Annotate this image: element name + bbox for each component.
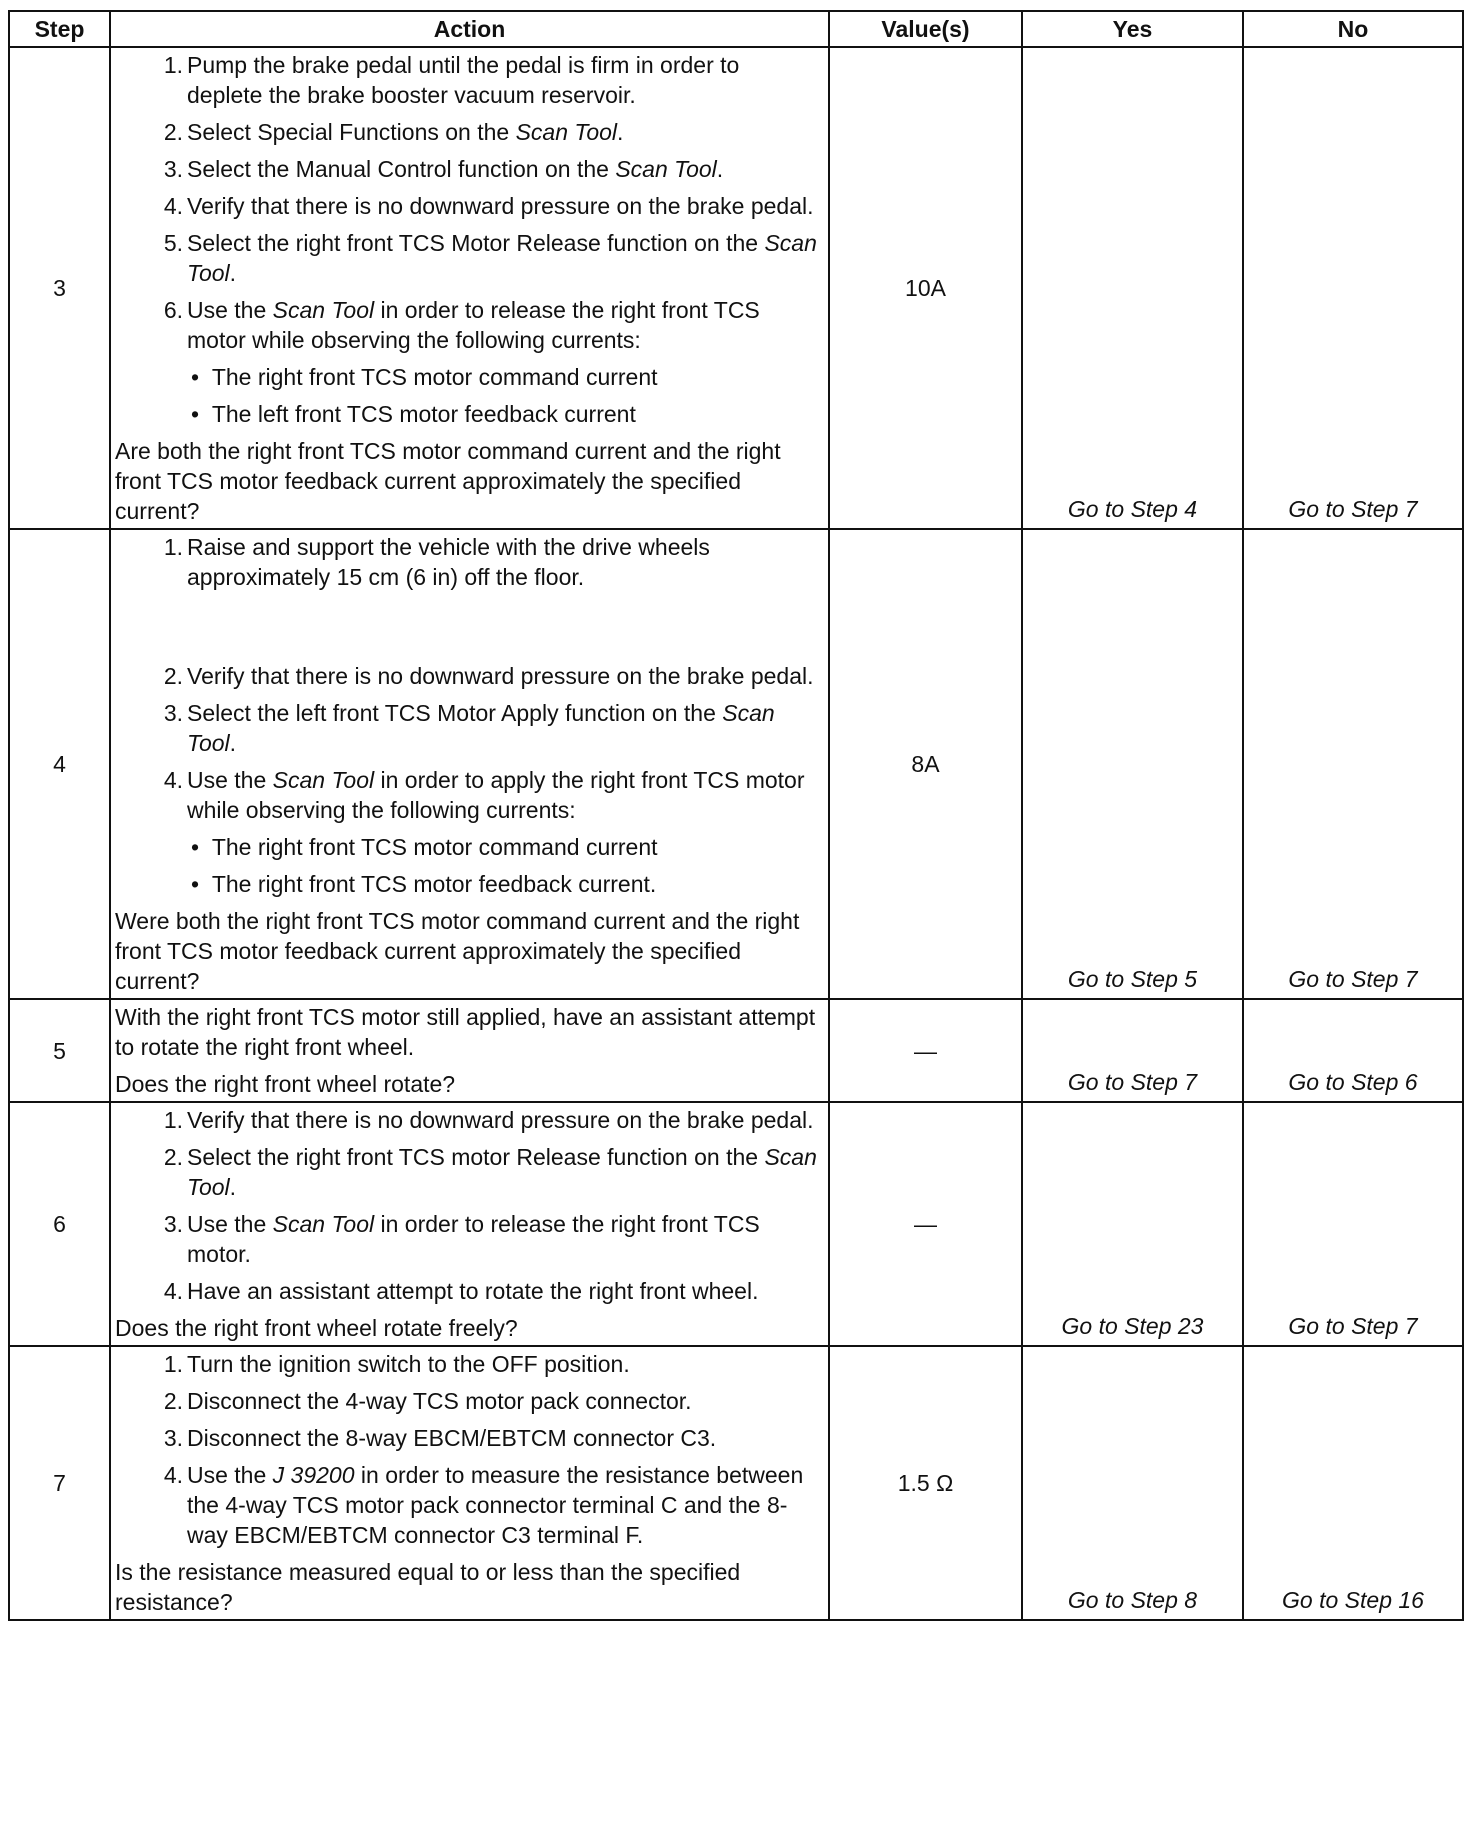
value-cell: 1.5 Ω <box>829 1346 1022 1620</box>
diagnostic-table <box>8 10 1464 1621</box>
value-cell: 8A <box>829 529 1022 999</box>
header-no: No <box>1243 11 1463 47</box>
step-question: Are both the right front TCS motor command current and the right front TCS motor feedback current approximately the specified current? <box>115 438 781 524</box>
table-row <box>9 1102 1463 1346</box>
no-link[interactable]: Go to Step 16 <box>1243 1346 1463 1620</box>
bullet-item: • The right front TCS motor command current <box>191 834 658 860</box>
yes-link[interactable]: Go to Step 4 <box>1022 47 1243 529</box>
action-item: 5. Select the right front TCS Motor Release function on the Scan Tool. <box>163 230 817 286</box>
action-item: 1. Raise and support the vehicle with the drive wheels approximately 15 cm (6 in) off the floor. <box>163 534 710 590</box>
action-cell <box>110 529 829 999</box>
step-question: Were both the right front TCS motor command current and the right front TCS motor feedback current approximately the specified current? <box>115 908 800 994</box>
action-item: 1. Turn the ignition switch to the OFF position. <box>163 1351 630 1377</box>
action-item: 4. Use the Scan Tool in order to apply the right front TCS motor while observing the following currents: <box>163 767 805 823</box>
step-question: Does the right front wheel rotate? <box>115 1071 456 1097</box>
action-item: 4. Have an assistant attempt to rotate the right front wheel. <box>163 1278 759 1304</box>
step-number: 5 <box>9 999 110 1102</box>
action-item: 2. Disconnect the 4-way TCS motor pack connector. <box>163 1388 692 1414</box>
step-number: 4 <box>9 529 110 999</box>
header-step: Step <box>9 11 110 47</box>
table-row <box>9 999 1463 1102</box>
action-item: 2. Select Special Functions on the Scan Tool. <box>163 119 624 145</box>
yes-link[interactable]: Go to Step 5 <box>1022 529 1243 999</box>
no-link[interactable]: Go to Step 7 <box>1243 47 1463 529</box>
step-instruction: With the right front TCS motor still applied, have an assistant attempt to rotate the right front wheel. <box>115 1004 816 1060</box>
action-cell <box>110 1346 829 1620</box>
action-cell <box>110 999 829 1102</box>
step-question: Is the resistance measured equal to or less than the specified resistance? <box>115 1559 741 1615</box>
value-cell: — <box>829 999 1022 1102</box>
value-cell: — <box>829 1102 1022 1346</box>
header-action: Action <box>110 11 829 47</box>
yes-link[interactable]: Go to Step 23 <box>1022 1102 1243 1346</box>
action-item: 3. Use the Scan Tool in order to release the right front TCS motor. <box>163 1211 760 1267</box>
action-item: 6. Use the Scan Tool in order to release the right front TCS motor while observing the following currents: <box>163 297 760 353</box>
action-item: 4. Use the J 39200 in order to measure the resistance between the 4-way TCS motor pack connector terminal C and the 8-way EBCM/EBTCM connector C3 terminal F. <box>163 1462 804 1548</box>
action-item: 3. Select the left front TCS Motor Apply function on the Scan Tool. <box>163 700 775 756</box>
diagnostic-table-sheet <box>8 10 1462 1621</box>
header-yes: Yes <box>1022 11 1243 47</box>
table-row <box>9 529 1463 999</box>
yes-link[interactable]: Go to Step 8 <box>1022 1346 1243 1620</box>
action-item: 1. Pump the brake pedal until the pedal is firm in order to deplete the brake booster vacuum reservoir. <box>163 52 740 108</box>
header-values: Value(s) <box>829 11 1022 47</box>
no-link[interactable]: Go to Step 6 <box>1243 999 1463 1102</box>
action-item: 3. Disconnect the 8-way EBCM/EBTCM connector C3. <box>163 1425 717 1451</box>
action-cell <box>110 1102 829 1346</box>
action-item: 3. Select the Manual Control function on the Scan Tool. <box>163 156 724 182</box>
table-row <box>9 47 1463 529</box>
action-cell <box>110 47 829 529</box>
value-cell: 10A <box>829 47 1022 529</box>
step-number: 6 <box>9 1102 110 1346</box>
no-link[interactable]: Go to Step 7 <box>1243 529 1463 999</box>
action-item: 4. Verify that there is no downward pressure on the brake pedal. <box>163 193 814 219</box>
step-number: 7 <box>9 1346 110 1620</box>
action-item: 1. Verify that there is no downward pressure on the brake pedal. <box>163 1107 814 1133</box>
bullet-item: • The left front TCS motor feedback current <box>191 401 636 427</box>
step-number: 3 <box>9 47 110 529</box>
table-row <box>9 1346 1463 1620</box>
table-header-row <box>9 11 1463 47</box>
bullet-item: • The right front TCS motor feedback current. <box>191 871 657 897</box>
action-item: 2. Verify that there is no downward pressure on the brake pedal. <box>163 663 814 689</box>
action-item: 2. Select the right front TCS motor Release function on the Scan Tool. <box>163 1144 817 1200</box>
bullet-item: • The right front TCS motor command current <box>191 364 658 390</box>
yes-link[interactable]: Go to Step 7 <box>1022 999 1243 1102</box>
step-question: Does the right front wheel rotate freely? <box>115 1315 518 1341</box>
no-link[interactable]: Go to Step 7 <box>1243 1102 1463 1346</box>
